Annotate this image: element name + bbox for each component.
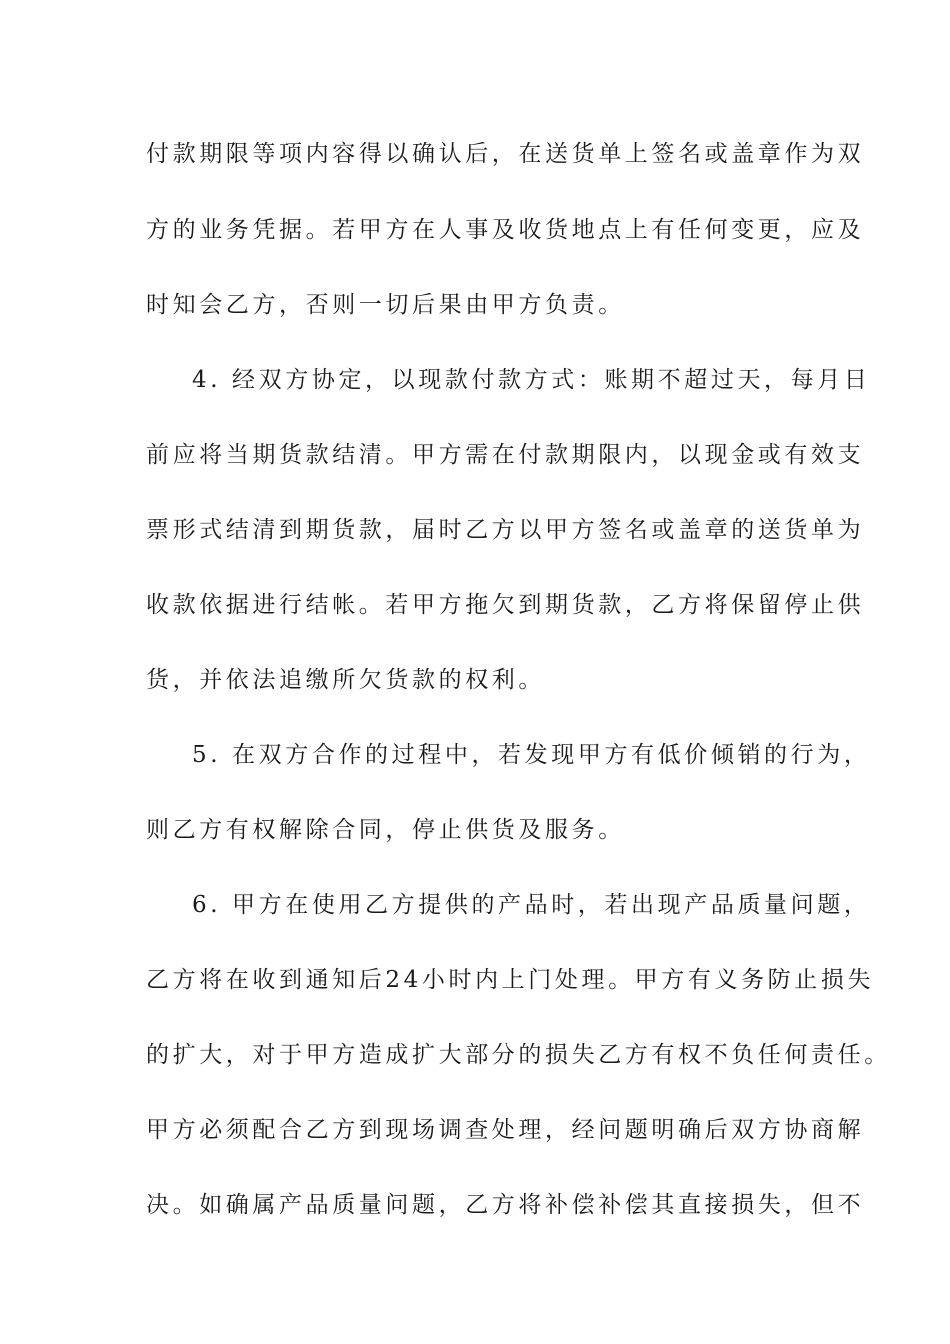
text-line: 票形式结清到期货款，届时乙方以甲方签名或盖章的送货单为: [146, 517, 865, 543]
paragraph-6-start: 6. 甲方在使用乙方提供的产品时，若出现产品质量问题，: [192, 892, 871, 918]
paragraph-4-start: 4. 经双方协定，以现款付款方式：账期不超过天，每月日: [192, 367, 871, 393]
text-line: 付款期限等项内容得以确认后，在送货单上签名或盖章作为双: [146, 141, 865, 167]
text-line: 收款依据进行结帐。若甲方拖欠到期货款，乙方将保留停止供: [146, 592, 865, 618]
text-line: 则乙方有权解除合同，停止供货及服务。: [146, 817, 625, 843]
text-line: 方的业务凭据。若甲方在人事及收货地点上有任何变更，应及: [146, 217, 865, 243]
text-line: 决。如确属产品质量问题，乙方将补偿补偿其直接损失，但不: [146, 1192, 865, 1218]
text-line: 货，并依法追缴所欠货款的权利。: [146, 667, 545, 693]
text-line: 乙方将在收到通知后24小时内上门处理。甲方有义务防止损失: [146, 967, 875, 993]
text-line: 的扩大，对于甲方造成扩大部分的损失乙方有权不负任何责任。: [146, 1042, 891, 1068]
text-line: 甲方必须配合乙方到现场调查处理，经问题明确后双方协商解: [146, 1117, 865, 1143]
paragraph-5-start: 5. 在双方合作的过程中，若发现甲方有低价倾销的行为，: [192, 742, 871, 768]
text-line: 时知会乙方，否则一切后果由甲方负责。: [146, 292, 625, 318]
text-line: 前应将当期货款结清。甲方需在付款期限内，以现金或有效支: [146, 442, 865, 468]
